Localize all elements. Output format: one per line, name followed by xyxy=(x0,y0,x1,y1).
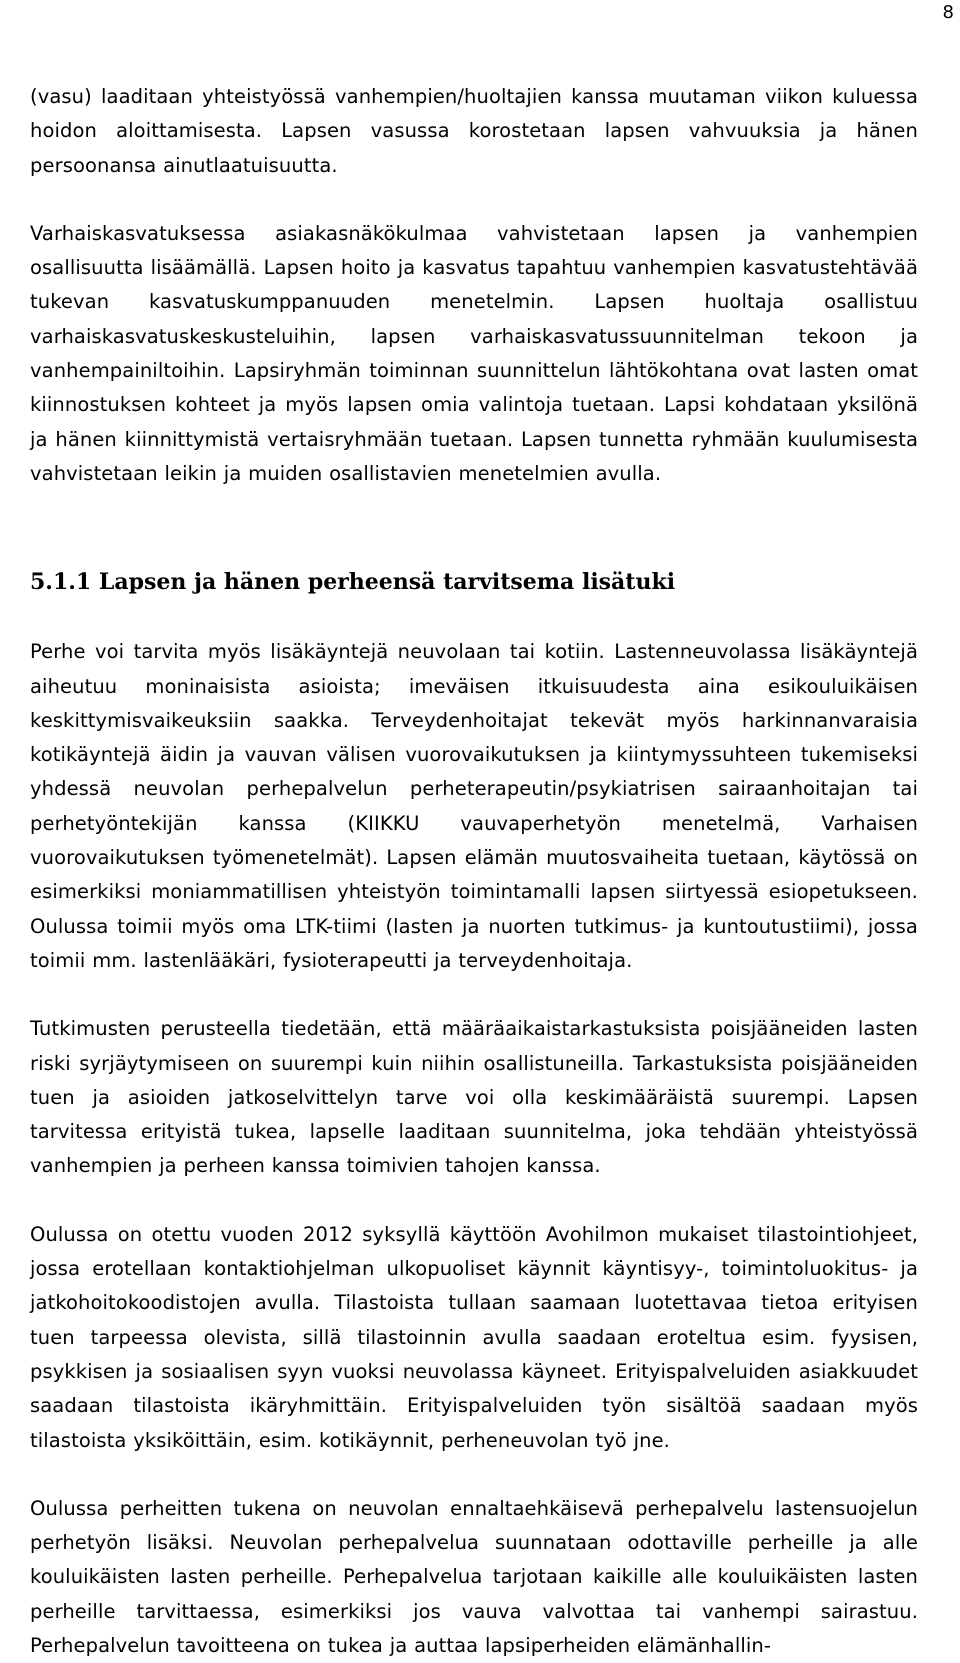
paragraph-vasu: (vasu) laaditaan yhteistyössä vanhempien/huoltajien kanssa muutaman viikon kuluessa hoidon aloittamisesta. Lapsen vasussa korostetaan lapsen vahvuuksia ja hänen persoonansa ainutlaatuisuutta. xyxy=(30,85,918,177)
paragraph-tutkimukset: Tutkimusten perusteella tiedetään, että määräaikaistarkastuksista poisjääneiden lasten riski syrjäytymiseen on suurempi kuin niihin osallistuneilla. Tarkastuksista poisjääneiden tuen ja asioiden jatkoselvittelyn tarve voi olla keskimääräistä suurempi. Lapsen tarvitessa erityistä tukea, lapselle laaditaan suunnitelma, joka tehdään yhteistyössä vanhempien ja perheen kanssa toimivien tahojen kanssa. xyxy=(30,1017,918,1178)
paragraph-avohilmo: Oulussa on otettu vuoden 2012 syksyllä käyttöön Avohilmon mukaiset tilastointiohjeet, jossa erotellaan kontaktiohjelman ulkopuoliset käynnit käyntisyy-, toimintoluokitus- ja jatkohoitokoodistojen avulla. Tilastoista tullaan saamaan luotettavaa tietoa erityisen tuen tarpeessa olevista, sillä tilastoinnin avulla saadaan eroteltua esim. fyysisen, psykkisen ja sosiaalisen syyn vuoksi neuvolassa käyneet. Erityispalveluiden asiakkuudet saadaan tilastoista ikäryhmittäin. Erityispalveluiden työn sisältöä saadaan myös tilastoista yksiköittäin, esim. kotikäynnit, perheneuvolan työ jne. xyxy=(30,1222,918,1452)
paragraph-asiakasnakokulma: Varhaiskasvatuksessa asiakasnäkökulmaa vahvistetaan lapsen ja vanhempien osallisuutta lisäämällä. Lapsen hoito ja kasvatus tapahtuu vanhempien kasvatustehtävää tukevan kasvatuskumppanuuden menetelmin. Lapsen huoltaja osallistuu varhaiskasvatuskeskusteluihin, lapsen varhaiskasvatussuunnitelman tekoon ja vanhempainiltoihin. Lapsiryhmän toiminnan suunnittelun lähtökohtana ovat lasten omat kiinnostuksen kohteet ja myös lapsen omia valintoja tuetaan. Lapsi kohdataan yksilönä ja hänen kiinnittymistä vertaisryhmään tuetaan. Lapsen tunnetta ryhmään kuulumisesta vahvistetaan leikin ja muiden osallistavien menetelmien avulla. xyxy=(30,221,918,485)
document-body xyxy=(30,80,918,1663)
paragraph-perhepalvelu: Oulussa perheitten tukena on neuvolan ennaltaehkäisevä perhepalvelu lastensuojelun perhetyön lisäksi. Neuvolan perhepalvelua suunnataan odottaville perheille ja alle kouluikäisten lasten perheille. Perhepalvelua tarjotaan kaikille alle kouluikäisten lasten perheille tarvittaessa, esimerkiksi jos vauva valvottaa tai vanhempi sairastuu. Perhepalvelun tavoitteena on tukea ja auttaa lapsiperheiden elämänhallin- xyxy=(30,1496,918,1657)
page-number: 8 xyxy=(942,2,954,23)
paragraph-lisakaynnit: Perhe voi tarvita myös lisäkäyntejä neuvolaan tai kotiin. Lastenneuvolassa lisäkäyntejä aiheutuu moninaisista asioista; imeväisen itkuisuudesta aina esikouluikäisen keskittymisvaikeuksiin saakka. Terveydenhoitajat tekevät myös harkinnanvaraisia kotikäyntejä äidin ja vauvan välisen vuorovaikutuksen ja kiintymyssuhteen tukemiseksi yhdessä neuvolan perhepalvelun perheterapeutin/psykiatrisen sairaanhoitajan tai perhetyöntekijän kanssa (KIIKKU vauvaperhetyön menetelmä, Varhaisen vuorovaikutuksen työmenetelmät). Lapsen elämän muutosvaiheita tuetaan, käytössä on esimerkiksi moniammatillisen yhteistyön toimintamalli lapsen siirtyessä esiopetukseen. Oulussa toimii myös oma LTK-tiimi (lasten ja nuorten tutkimus- ja kuntoutustiimi), jossa toimii mm. lastenlääkäri, fysioterapeutti ja terveydenhoitaja. xyxy=(30,640,918,972)
section-heading: 5.1.1 Lapsen ja hänen perheensä tarvitsema lisätuki xyxy=(30,569,676,596)
